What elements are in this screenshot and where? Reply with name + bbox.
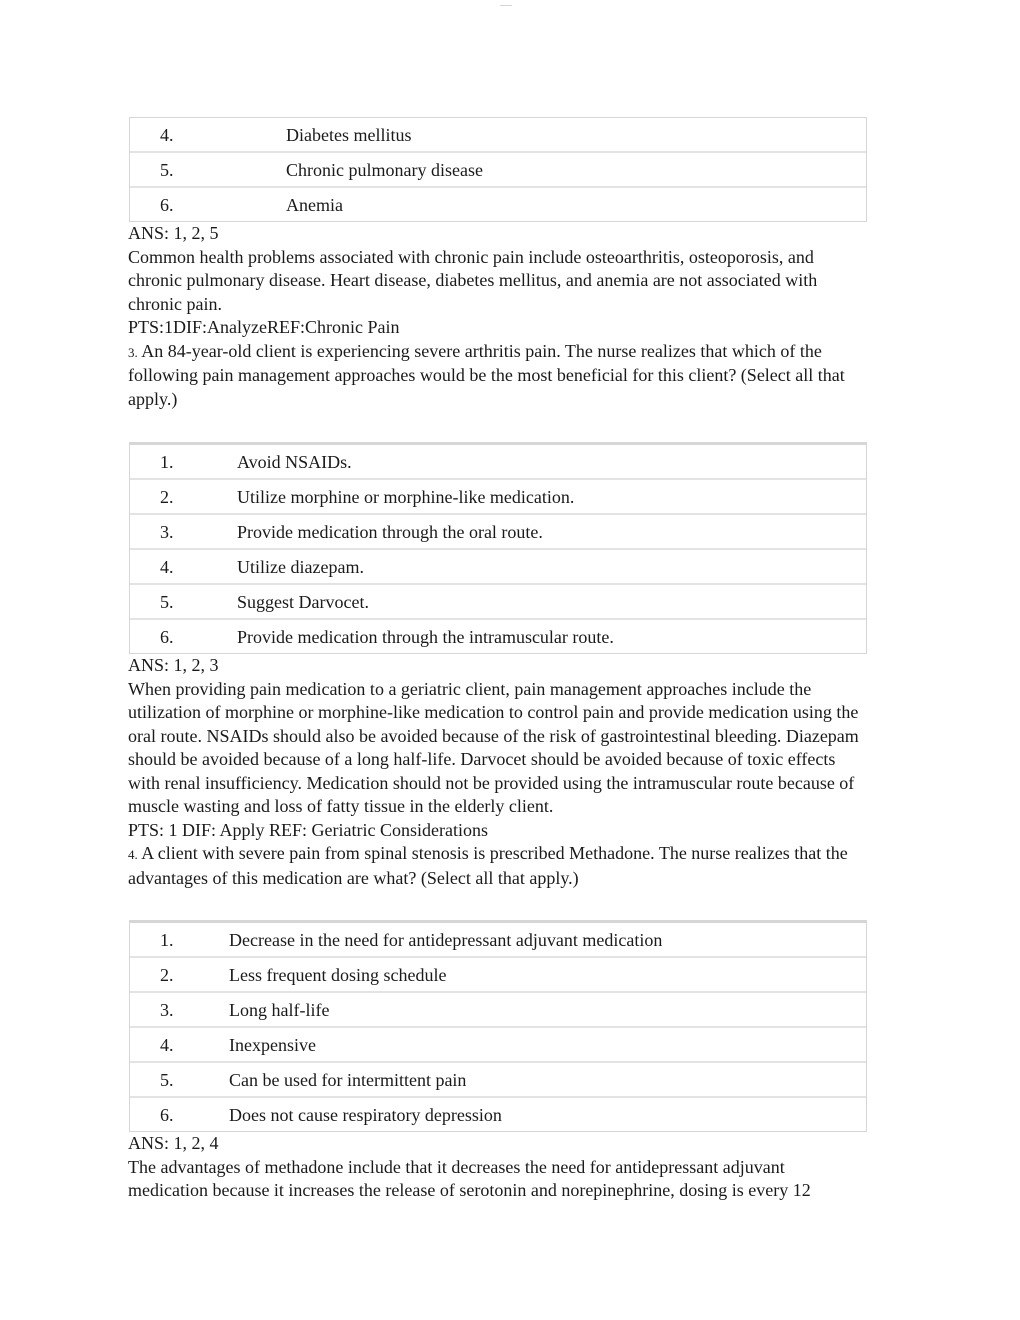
option-number: 3.	[160, 999, 174, 1020]
option-number: 3.	[160, 521, 174, 542]
q4-stem-block	[128, 842, 866, 890]
q4-option-row	[130, 993, 866, 1028]
option-number: 5.	[160, 159, 174, 180]
option-text: Diabetes mellitus	[286, 124, 412, 145]
q3-number: 3.	[128, 344, 138, 360]
option-text: Provide medication through the intramuscular route.	[237, 626, 614, 647]
option-number: 4.	[160, 556, 174, 577]
q3-option-row	[130, 515, 866, 550]
q4-rationale: The advantages of methadone include that it decreases the need for antidepressant adjuvant medication because it increases the release of serotonin and norepinephrine, dosing is every 12	[128, 1156, 811, 1200]
q2-option-row	[130, 153, 866, 188]
q3-option-row	[130, 550, 866, 585]
q4-stem: A client with severe pain from spinal stenosis is prescribed Methadone. The nurse realizes that the advantages of this medication are what? (Select all that apply.)	[128, 843, 848, 888]
q3-meta: PTS: 1 DIF: Apply REF: Geriatric Considerations	[128, 819, 488, 840]
option-text: Suggest Darvocet.	[237, 591, 369, 612]
q3-answer: ANS: 1, 2, 3	[128, 655, 219, 675]
option-number: 2.	[160, 964, 174, 985]
option-text: Can be used for intermittent pain	[229, 1069, 467, 1090]
option-text: Anemia	[286, 194, 343, 215]
q3-stem-block	[128, 340, 866, 412]
q4-number: 4.	[128, 847, 138, 862]
q3-option-row	[130, 445, 866, 480]
option-text: Long half-life	[229, 999, 330, 1020]
option-text: Decrease in the need for antidepressant adjuvant medication	[229, 929, 663, 950]
q4-option-row	[130, 923, 866, 958]
q3-option-row	[130, 480, 866, 515]
q3-option-row	[130, 620, 866, 653]
q2-rationale: Common health problems associated with chronic pain include osteoarthritis, osteoporosis, and chronic pulmonary disease. Heart disease, diabetes mellitus, and anemia are not associated with chronic pain.	[128, 246, 818, 314]
q3-options-table	[129, 442, 867, 654]
q2-meta: PTS:1DIF:AnalyzeREF:Chronic Pain	[128, 317, 400, 337]
option-number: 1.	[160, 929, 174, 950]
option-text: Chronic pulmonary disease	[286, 159, 483, 180]
option-number: 1.	[160, 451, 174, 472]
q3-rationale: When providing pain medication to a geriatric client, pain management approaches include the utilization of morphine or morphine-like medication to control pain and provide medication using the oral route. NSAIDs should also be avoided because of the risk of gastrointestinal bleeding. Diazepam should be avoided because of a long half-life. Darvocet should be avoided because of toxic effects with renal insufficiency. Medication should not be provided using the intramuscular route because of muscle wasting and loss of fatty tissue in the elderly client.	[128, 678, 859, 816]
option-text: Less frequent dosing schedule	[229, 964, 447, 985]
q2-options-table	[129, 117, 867, 222]
option-number: 6.	[160, 626, 174, 647]
q4-option-row	[130, 958, 866, 993]
q4-option-row	[130, 1063, 866, 1098]
q4-option-row	[130, 1028, 866, 1063]
option-number: 5.	[160, 1069, 174, 1090]
page-top-mark: ___	[500, 0, 512, 7]
option-number: 6.	[160, 1104, 174, 1125]
q4-options-table	[129, 920, 867, 1132]
option-number: 5.	[160, 591, 174, 612]
option-text: Avoid NSAIDs.	[237, 451, 352, 472]
q2-option-row	[130, 118, 866, 153]
q2-option-row	[130, 188, 866, 221]
option-text: Inexpensive	[229, 1034, 316, 1055]
q2-answer: ANS: 1, 2, 5	[128, 223, 219, 243]
q3-stem: An 84-year-old client is experiencing severe arthritis pain. The nurse realizes that which of the following pain management approaches would be the most beneficial for this client? (Select all that apply.)	[128, 340, 845, 409]
option-number: 4.	[160, 1034, 174, 1055]
q4-option-row	[130, 1098, 866, 1131]
option-number: 6.	[160, 194, 174, 215]
option-text: Provide medication through the oral route.	[237, 521, 543, 542]
spacer	[128, 890, 866, 920]
q4-answer: ANS: 1, 2, 4	[128, 1133, 219, 1153]
option-number: 2.	[160, 486, 174, 507]
option-text: Does not cause respiratory depression	[229, 1104, 502, 1125]
option-text: Utilize diazepam.	[237, 556, 364, 577]
option-number: 4.	[160, 124, 174, 145]
spacer	[128, 411, 866, 442]
q3-option-row	[130, 585, 866, 620]
option-text: Utilize morphine or morphine-like medication.	[237, 486, 575, 507]
document-page	[128, 117, 866, 1203]
